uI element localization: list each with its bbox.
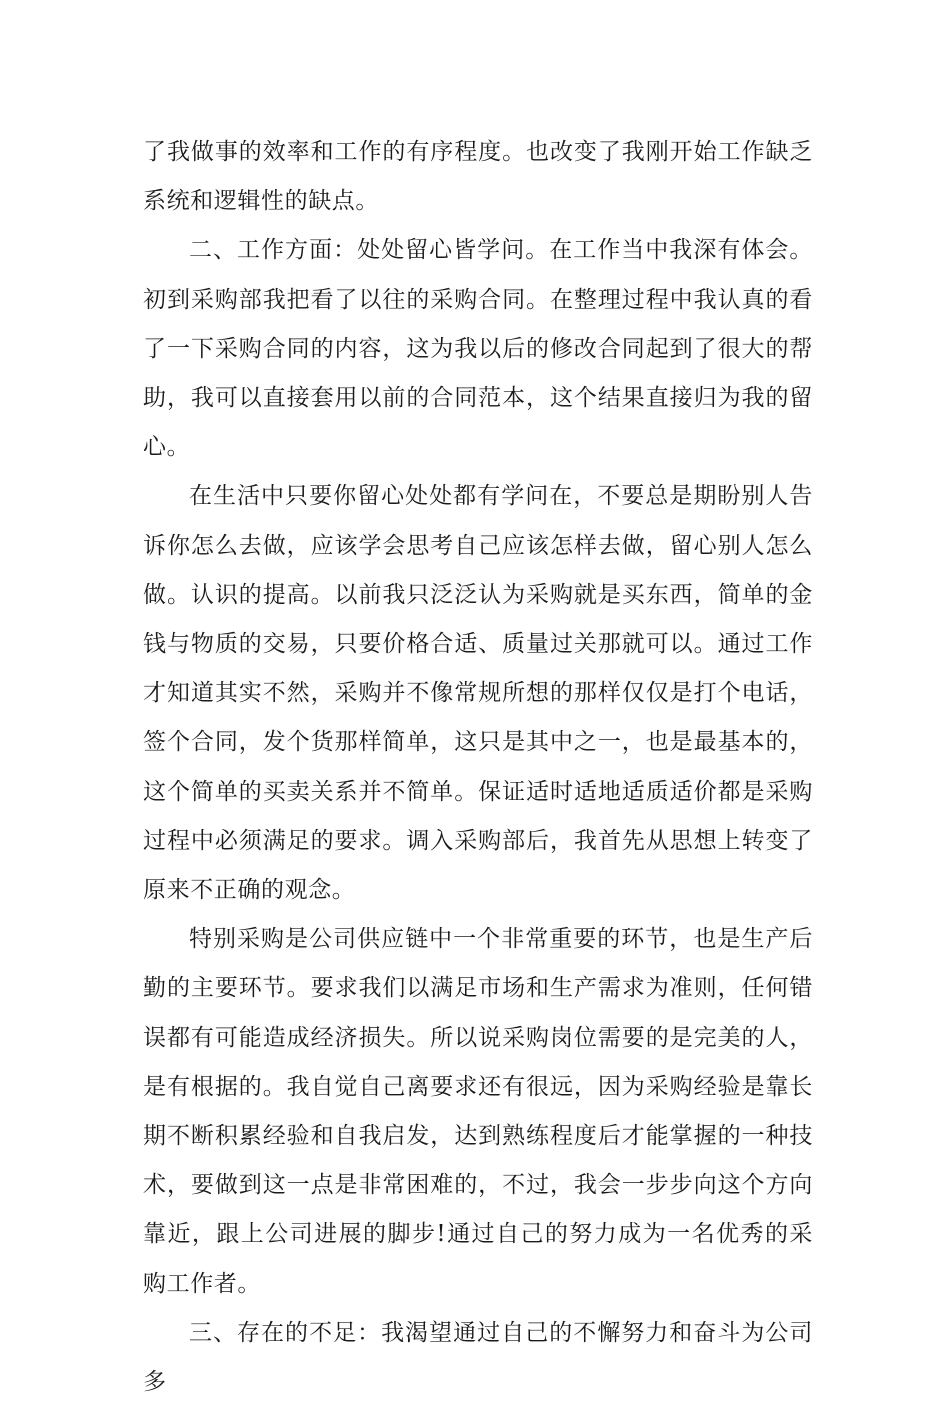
paragraph-work-aspect: 二、工作方面：处处留心皆学问。在工作当中我深有体会。初到采购部我把看了以往的采购合同。在整理过程中我认真的看了一下采购合同的内容，这为我以后的修改合同起到了很大的帮助，我可以直接套用以前的合同范本，这个结果直接归为我的留心。 [143, 237, 813, 461]
paragraph-awareness: 在生活中只要你留心处处都有学问在，不要总是期盼别人告诉你怎么去做，应该学会思考自己应该怎样去做，留心别人怎么做。认识的提高。以前我只泛泛认为采购就是买东西，简单的金钱与物质的交易，只要价格合适、质量过关那就可以。通过工作才知道其实不然，采购并不像常规所想的那样仅仅是打个电话，签个合同，发个货那样简单，这只是其中之一，也是最基本的，这个简单的买卖关系并不简单。保证适时适地适质适价都是采购过程中必须满足的要求。调入采购部后，我首先从思想上转变了原来不正确的观念。 [143, 483, 813, 904]
document-body [143, 128, 813, 1407]
paragraph-procurement-role: 特别采购是公司供应链中一个非常重要的环节，也是生产后勤的主要环节。要求我们以满足市场和生产需求为准则，任何错误都有可能造成经济损失。所以说采购岗位需要的是完美的人，是有根据的。我自觉自己离要求还有很远，因为采购经验是靠长期不断积累经验和自我启发，达到熟练程度后才能掌握的一种技术，要做到这一点是非常困难的，不过，我会一步步向这个方向靠近，跟上公司进展的脚步!通过自己的努力成为一名优秀的采购工作者。 [143, 926, 813, 1297]
paragraph-continuation: 了我做事的效率和工作的有序程度。也改变了我刚开始工作缺乏系统和逻辑性的缺点。 [143, 139, 813, 215]
paragraph-shortcomings: 三、存在的不足：我渴望通过自己的不懈努力和奋斗为公司多 [143, 1319, 813, 1396]
